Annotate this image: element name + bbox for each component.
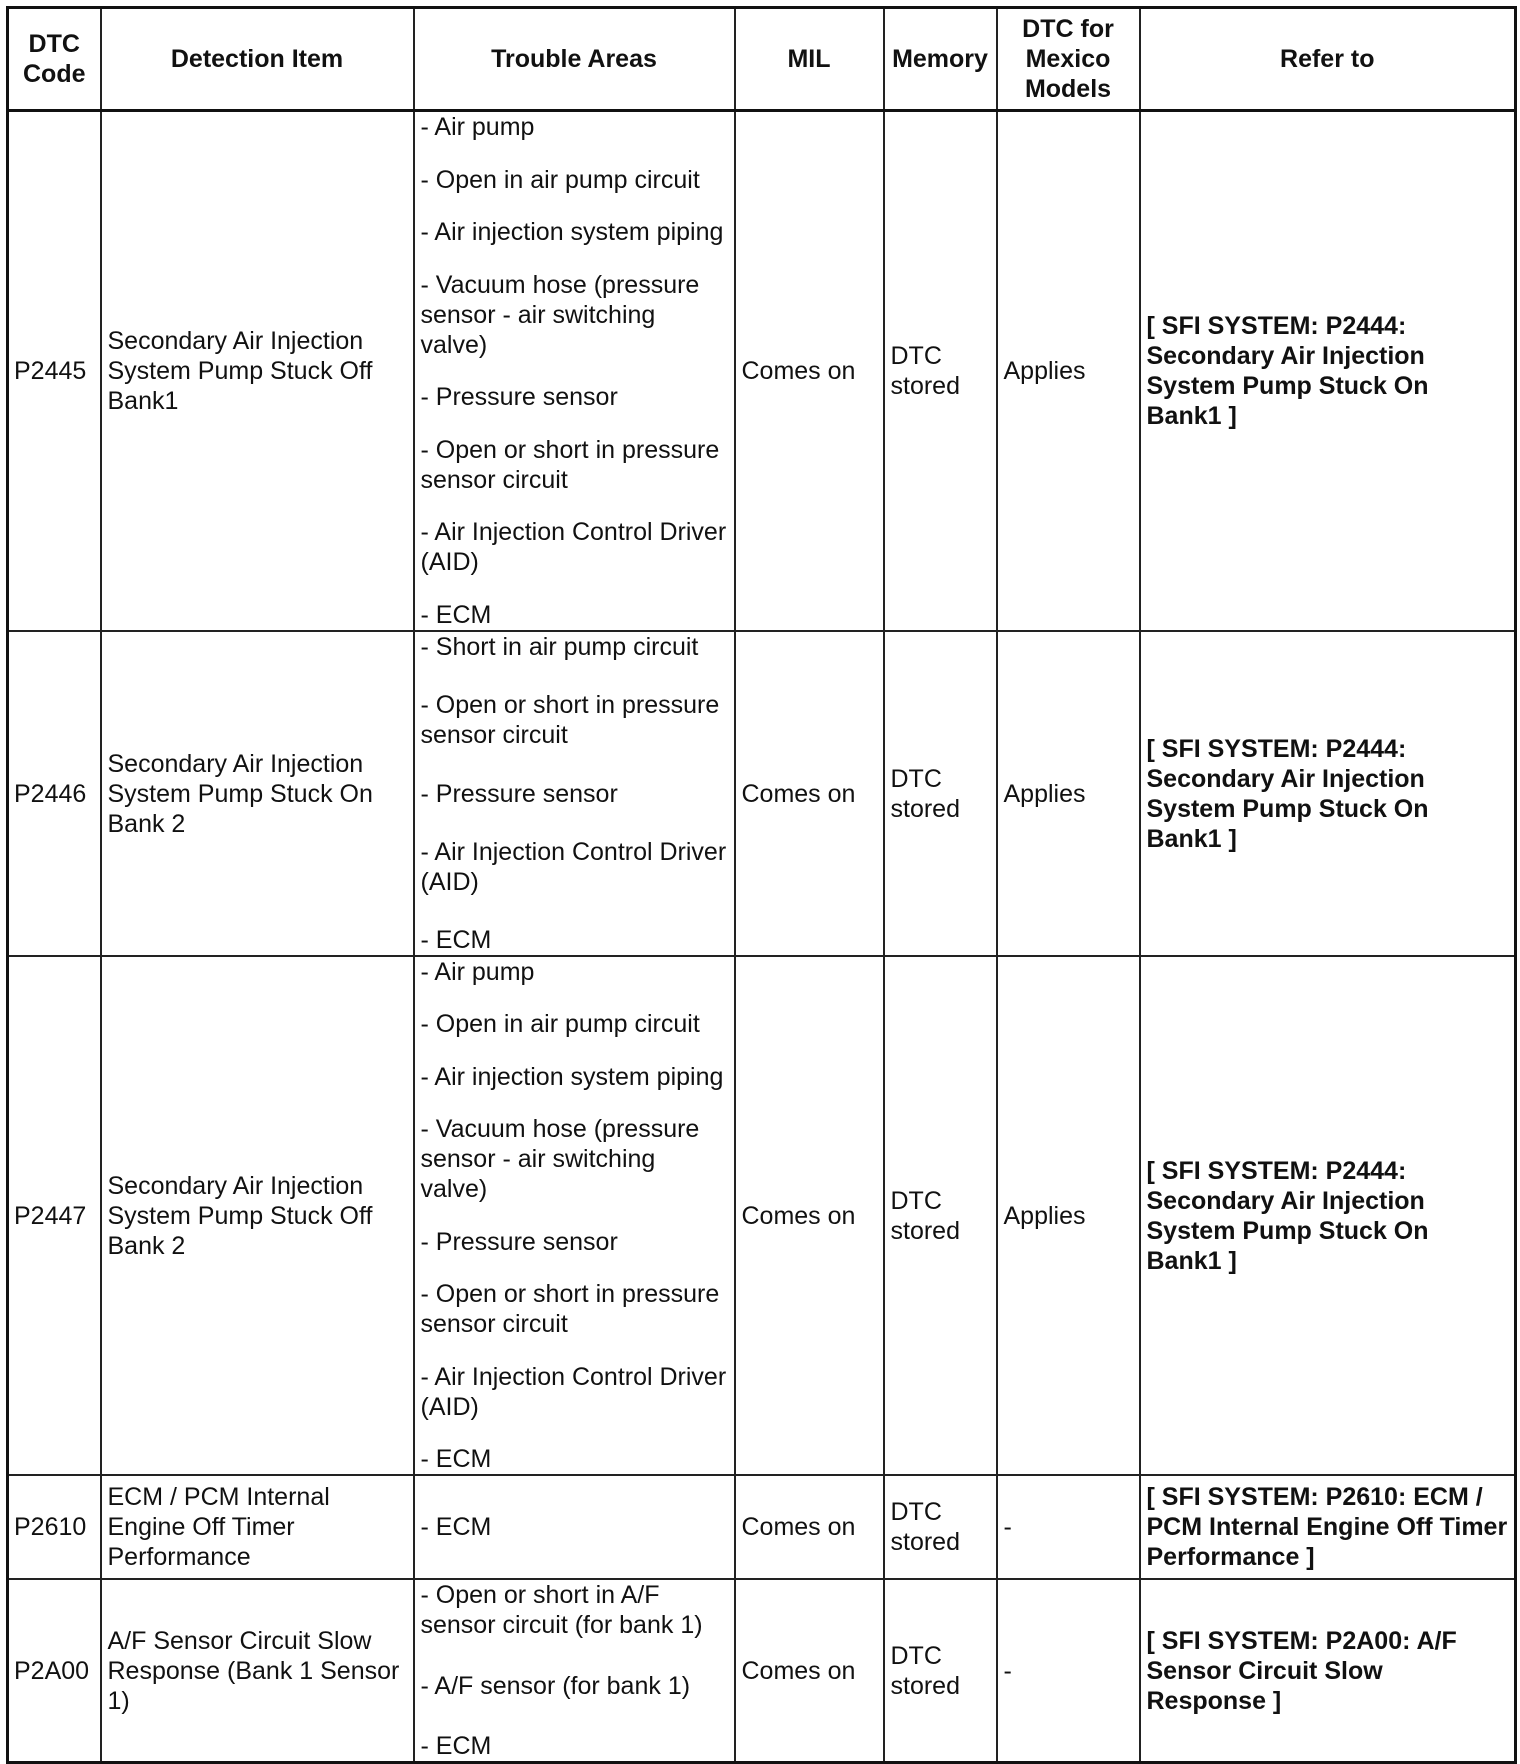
detection-item-cell: A/F Sensor Circuit Slow Response (Bank 1 Sensor 1) xyxy=(101,1579,414,1763)
memory-cell: DTC stored xyxy=(884,631,997,956)
detection-item-cell: Secondary Air Injection System Pump Stuck Off Bank 2 xyxy=(101,956,414,1475)
header-refer-to: Refer to xyxy=(1140,8,1516,111)
trouble-area-item: - ECM xyxy=(420,926,492,954)
dtc-code-cell: P2445 xyxy=(8,111,101,632)
memory-cell: DTC stored xyxy=(884,1475,997,1579)
mexico-models-cell: - xyxy=(997,1579,1140,1763)
table-row xyxy=(8,111,1516,632)
header-row xyxy=(8,8,1516,111)
dtc-code-cell: P2446 xyxy=(8,631,101,956)
mil-cell: Comes on xyxy=(735,111,884,632)
trouble-area-item: - Vacuum hose (pressure sensor - air switching valve) xyxy=(420,270,700,359)
trouble-areas-cell xyxy=(414,111,735,632)
trouble-area-item: - Pressure sensor xyxy=(420,383,618,412)
trouble-area-item: - ECM xyxy=(420,600,492,629)
mexico-models-cell: - xyxy=(997,1475,1140,1579)
mexico-models-cell: Applies xyxy=(997,956,1140,1475)
trouble-area-item: - Open or short in A/F sensor circuit (for bank 1) xyxy=(420,1581,703,1639)
trouble-areas-cell xyxy=(414,1475,735,1579)
trouble-area-item: - Air Injection Control Driver (AID) xyxy=(420,518,727,577)
header-mil: MIL xyxy=(735,8,884,111)
trouble-areas-cell xyxy=(414,631,735,956)
trouble-area-item: - Pressure sensor xyxy=(420,1227,618,1256)
trouble-area-item: - Air Injection Control Driver (AID) xyxy=(420,837,727,896)
mil-cell: Comes on xyxy=(735,1475,884,1579)
header-mexico-models: DTC for Mexico Models xyxy=(997,8,1140,111)
trouble-area-item: - ECM xyxy=(420,1444,492,1473)
memory-cell: DTC stored xyxy=(884,111,997,632)
header-detection-item: Detection Item xyxy=(101,8,414,111)
trouble-areas-cell xyxy=(414,956,735,1475)
trouble-areas-cell xyxy=(414,1579,735,1763)
trouble-area-item: - Air injection system piping xyxy=(420,1062,724,1091)
mexico-models-cell: Applies xyxy=(997,111,1140,632)
trouble-area-item: - Open or short in pressure sensor circuit xyxy=(420,435,720,494)
table-row xyxy=(8,956,1516,1475)
detection-item-cell: Secondary Air Injection System Pump Stuck Off Bank1 xyxy=(101,111,414,632)
trouble-area-item: - Air injection system piping xyxy=(420,218,724,247)
trouble-area-item: - Air pump xyxy=(420,113,535,141)
trouble-area-item: - A/F sensor (for bank 1) xyxy=(420,1671,691,1700)
mil-cell: Comes on xyxy=(735,1579,884,1763)
detection-item-cell: ECM / PCM Internal Engine Off Timer Performance xyxy=(101,1475,414,1579)
refer-to-link[interactable]: [ SFI SYSTEM: P2444: Secondary Air Injection System Pump Stuck On Bank1 ] xyxy=(1140,956,1516,1475)
trouble-area-item: - Open in air pump circuit xyxy=(420,1010,700,1039)
trouble-area-item: - Open or short in pressure sensor circuit xyxy=(420,691,720,750)
dtc-code-cell: P2447 xyxy=(8,956,101,1475)
refer-to-link[interactable]: [ SFI SYSTEM: P2444: Secondary Air Injection System Pump Stuck On Bank1 ] xyxy=(1140,111,1516,632)
trouble-area-item: - ECM xyxy=(420,1732,492,1760)
memory-cell: DTC stored xyxy=(884,1579,997,1763)
refer-to-link[interactable]: [ SFI SYSTEM: P2A00: A/F Sensor Circuit Slow Response ] xyxy=(1140,1579,1516,1763)
dtc-code-cell: P2A00 xyxy=(8,1579,101,1763)
mil-cell: Comes on xyxy=(735,631,884,956)
trouble-area-item: - Air pump xyxy=(420,958,535,986)
trouble-area-item: - Vacuum hose (pressure sensor - air switching valve) xyxy=(420,1115,700,1204)
table-row xyxy=(8,631,1516,956)
table-row xyxy=(8,1475,1516,1579)
table-row xyxy=(8,1579,1516,1763)
trouble-area-item: - Pressure sensor xyxy=(420,779,618,808)
trouble-area-item: - Open in air pump circuit xyxy=(420,165,700,194)
header-memory: Memory xyxy=(884,8,997,111)
trouble-area-item: - ECM xyxy=(420,1513,492,1541)
trouble-area-item: - Short in air pump circuit xyxy=(420,633,699,661)
refer-to-link[interactable]: [ SFI SYSTEM: P2610: ECM / PCM Internal Engine Off Timer Performance ] xyxy=(1140,1475,1516,1579)
dtc-table xyxy=(6,6,1517,1764)
trouble-area-item: - Air Injection Control Driver (AID) xyxy=(420,1362,727,1421)
detection-item-cell: Secondary Air Injection System Pump Stuck On Bank 2 xyxy=(101,631,414,956)
dtc-code-cell: P2610 xyxy=(8,1475,101,1579)
trouble-area-item: - Open or short in pressure sensor circuit xyxy=(420,1280,720,1339)
memory-cell: DTC stored xyxy=(884,956,997,1475)
header-dtc-code: DTC Code xyxy=(8,8,101,111)
mexico-models-cell: Applies xyxy=(997,631,1140,956)
refer-to-link[interactable]: [ SFI SYSTEM: P2444: Secondary Air Injection System Pump Stuck On Bank1 ] xyxy=(1140,631,1516,956)
header-trouble-areas: Trouble Areas xyxy=(414,8,735,111)
mil-cell: Comes on xyxy=(735,956,884,1475)
